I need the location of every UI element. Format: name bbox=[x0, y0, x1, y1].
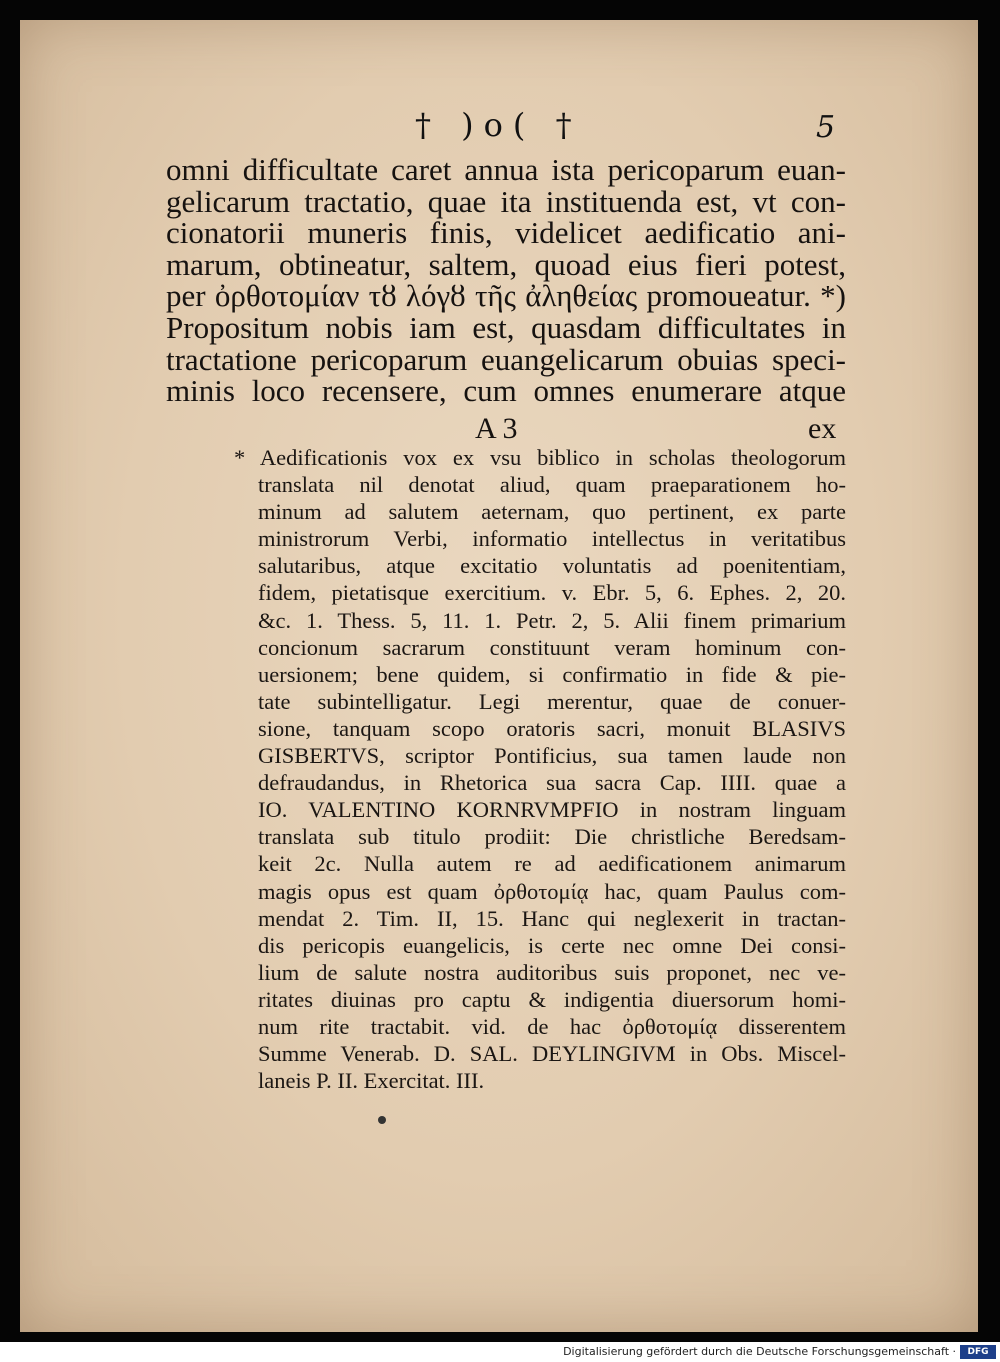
footnote-line: keit 2c. Nulla autem re ad aedificationem animarum bbox=[258, 851, 846, 877]
footnote-line: &c. 1. Thess. 5, 11. 1. Petr. 2, 5. Alii finem primarium bbox=[258, 607, 846, 633]
main-text bbox=[166, 154, 846, 407]
footnote-line: ritates diuinas pro captu & indigentia diuersorum homi- bbox=[258, 986, 846, 1012]
footnote-line: num rite tractabit. vid. de hac ὀρθοτομίᾳ disserentem bbox=[258, 1013, 846, 1039]
signature-mark: A 3 bbox=[475, 412, 518, 445]
ink-spot bbox=[378, 1116, 386, 1124]
catchword: ex bbox=[808, 412, 837, 445]
text-line: minis loco recensere, cum omnes enumerare atque bbox=[166, 373, 846, 409]
funding-footer bbox=[0, 1342, 1000, 1362]
footnote-line: magis opus est quam ὀρθοτομίᾳ hac, quam Paulus com- bbox=[258, 878, 846, 904]
footnote-line: IO. VALENTINO KORNRVMPFIO in nostram linguam bbox=[258, 797, 846, 823]
footnote-line: mendat 2. Tim. II, 15. Hanc qui neglexerit in tractan- bbox=[258, 905, 846, 931]
text-line: per ὀρθοτομίαν τȣ λόγȣ τῆς ἀληθείας promoueatur. *) bbox=[166, 278, 846, 314]
text-line: gelicarum tractatio, quae ita instituenda est, vt con- bbox=[166, 183, 846, 219]
footnote-line: concionum sacrarum constituunt veram hominum con- bbox=[258, 634, 846, 660]
book-page bbox=[20, 20, 978, 1332]
header-ornament: † )o( † bbox=[415, 106, 582, 144]
footnote-line: uersionem; bene quidem, si confirmatio in fide & pie- bbox=[258, 661, 846, 687]
footnote-line: ministrorum Verbi, informatio intellectus in veritatibus bbox=[258, 526, 846, 552]
footnote-line: defraudandus, in Rhetorica sua sacra Cap. IIII. quae a bbox=[258, 770, 846, 796]
dfg-logo: DFG bbox=[960, 1345, 996, 1359]
footnote-line: dis pericopis euangelicis, is certe nec omne Dei consi- bbox=[258, 932, 846, 958]
footnote-line: translata sub titulo prodiit: Die christliche Beredsam- bbox=[258, 824, 846, 850]
text-line: Propositum nobis iam est, quasdam difficultates in bbox=[166, 309, 846, 345]
text-line: marum, obtineatur, saltem, quoad eius fieri potest, bbox=[166, 246, 846, 282]
footnote-line: GISBERTVS, scriptor Pontificius, sua tamen laude non bbox=[258, 743, 846, 769]
text-line: omni difficultate caret annua ista pericoparum euan- bbox=[166, 152, 846, 187]
text-line: tractatione pericoparum euangelicarum obuias speci- bbox=[166, 341, 846, 377]
running-head bbox=[20, 106, 978, 146]
footnote-line: salutaribus, atque excitatio voluntatis ad poenitentiam, bbox=[258, 553, 846, 579]
footnote bbox=[234, 444, 846, 1094]
footnote-line: sione, tanquam scopo oratoris sacri, monuit BLASIVS bbox=[258, 715, 846, 741]
funding-text: Digitalisierung gefördert durch die Deutsche Forschungsgemeinschaft · bbox=[563, 1345, 956, 1358]
footnote-line: translata nil denotat aliud, quam praeparationem ho- bbox=[258, 472, 846, 498]
footnote-line: * Aedificationis vox ex vsu biblico in scholas theologorum bbox=[234, 445, 846, 470]
footnote-line: fidem, pietatisque exercitium. v. Ebr. 5, 6. Ephes. 2, 20. bbox=[258, 580, 846, 606]
text-line: cionatorii muneris finis, videlicet aedificatio ani- bbox=[166, 215, 846, 251]
catch-line bbox=[20, 412, 978, 444]
footnote-line: tate subintelligatur. Legi merentur, quae de conuer- bbox=[258, 688, 846, 714]
page-number: 5 bbox=[816, 110, 836, 145]
footnote-line: lium de salute nostra auditoribus suis proponet, nec ve- bbox=[258, 959, 846, 985]
footnote-line: Summe Venerab. D. SAL. DEYLINGIVM in Obs. Miscel- bbox=[258, 1041, 846, 1067]
footnote-line: laneis P. II. Exercitat. III. bbox=[258, 1068, 485, 1094]
footnote-line: minum ad salutem aeternam, quo pertinent, ex parte bbox=[258, 499, 846, 525]
